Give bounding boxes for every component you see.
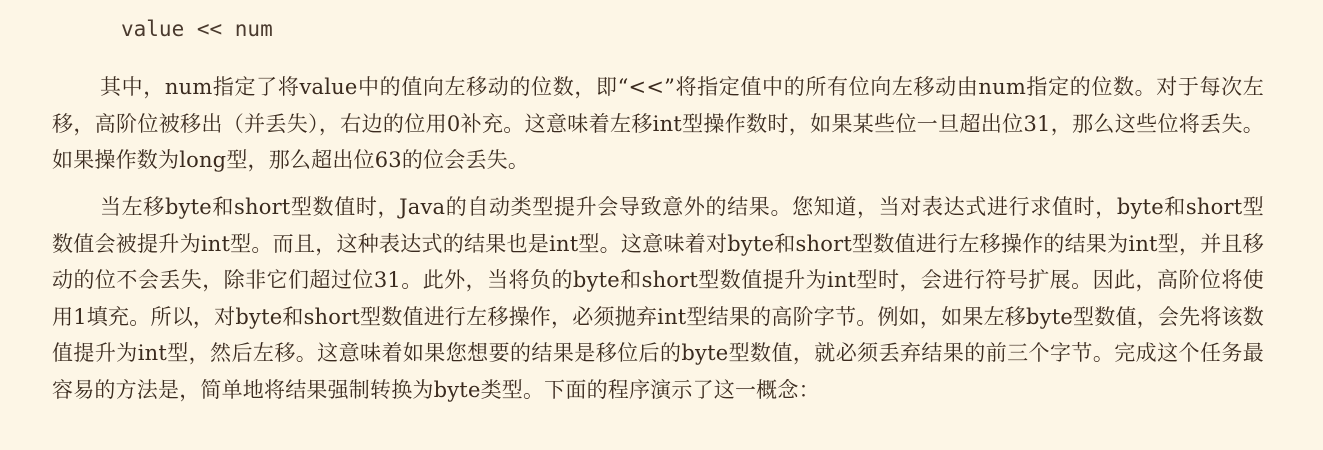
paragraph-byte-short-promotion: 当左移byte和short型数值时，Java的自动类型提升会导致意外的结果。您知道，当对表达式进行求值时，byte和short型数值会被提升为int型。而且，这种表达式的结果也是int型。这意味着对byte和short型数值进行左移操作的结果为int型，并且移动的位不会丢失，除非它们超过位31。此外，当将负的byte和short型数值提升为int型时，会进行符号扩展。因此，高阶位将使用1填充。所以，对byte和short型数值进行左移操作，必须抛弃int型结果的高阶字节。例如，如果左移byte型数值，会先将该数值提升为int型，然后左移。这意味着如果您想要的结果是移位后的byte型数值，就必须丢弃结果的前三个字节。完成这个任务最容易的方法是，简单地将结果强制转换为byte类型。下面的程序演示了这一概念： xyxy=(52,195,1264,402)
paragraph-left-shift-explanation: 其中，num指定了将value中的值向左移动的位数，即“<<”将指定值中的所有位向左移动由num指定的位数。对于每次左移，高阶位被移出（并丢失），右边的位用0补充。这意味着左移int型操作数时，如果某些位一旦超出位31，那么这些位将丢失。如果操作数为long型，那么超出位63的位会丢失。 xyxy=(52,75,1264,172)
code-snippet: value << num xyxy=(121,17,273,41)
